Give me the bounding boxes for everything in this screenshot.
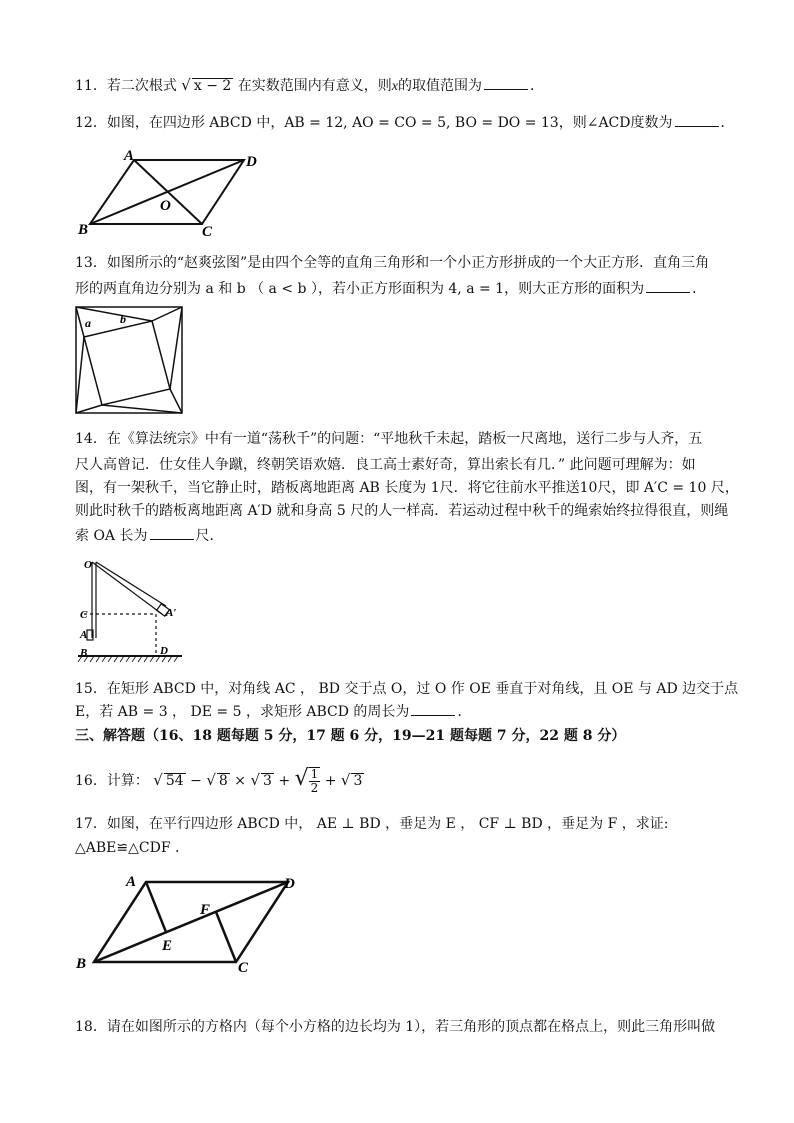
zhao-shuang-diagram <box>74 305 186 417</box>
label-D: D <box>160 645 168 657</box>
parallelogram-figure <box>74 868 306 976</box>
label-E: E <box>162 938 173 954</box>
quadrilateral-figure <box>74 146 274 238</box>
swing-figure <box>74 556 186 666</box>
section-3-title: 三、解答题（16、18 题每题 5 分，17 题 6 分，19—21 题每题 7 分，22 题 8 分） <box>75 728 626 744</box>
label-C: C <box>238 960 249 976</box>
label-A: A <box>124 148 135 164</box>
radicand: x − 2 <box>193 78 232 94</box>
question-14-line-3: 图，有一架秋千，当它静止时，踏板离地距离 AB 长度为 1尺．将它往前水平推送10尺，即 A′C = 10 尺， <box>75 480 739 496</box>
label-B: B <box>80 647 88 659</box>
question-11: 11．若二次根式 √ x − 2 在实数范围内有意义，则x的取值范围为 ． <box>75 76 544 94</box>
label-A-prime: A′ <box>166 607 177 619</box>
label-A: A <box>80 629 88 641</box>
question-15-line-2: E，若 AB = 3 ， DE = 5 ，求矩形 ABCD 的周长为 ． <box>75 704 472 720</box>
label-O: O <box>84 559 92 571</box>
label-A: A <box>126 874 137 890</box>
label-D: D <box>284 876 295 892</box>
question-14-line-4: 则此时秋千的踏板离地距离 A′D 就和身高 5 尺的人一样高．若运动过程中秋千的绳索始终拉得很直，则绳 <box>75 503 729 519</box>
label-a: a <box>85 316 91 330</box>
question-17-line-1: 17．如图，在平行四边形 ABCD 中， AE ⊥ BD ，垂足为 E ， CF ⊥ BD ，垂足为 F ，求证: <box>75 816 669 832</box>
sqrt-symbol: √ <box>181 76 191 94</box>
label-b: b <box>120 312 126 326</box>
question-14-line-5: 索 OA 长为 尺． <box>75 528 224 544</box>
question-14-line-1: 14．在《算法统宗》中有一道“荡秋千”的问题：“平地秋千未起，踏板一尺离地，送行二步与人齐，五 <box>75 431 703 447</box>
question-16: 16．计算： √ 54 − √ 8 × √ 3 + √ $\frac{1}{2}$ + √ 3 <box>75 766 363 795</box>
answer-blank <box>646 280 690 293</box>
answer-blank <box>150 527 194 540</box>
label-D: D <box>246 154 257 170</box>
label-C: C <box>202 224 213 238</box>
label-O: O <box>160 198 171 214</box>
label-C: C <box>80 609 88 621</box>
answer-blank <box>411 703 455 716</box>
question-13-line-2: 形的两直角边分别为 a 和 b （ a < b ），若小正方形面积为 4, a = 1，则大正方形的面积为 ． <box>75 281 707 297</box>
answer-blank <box>675 114 719 127</box>
question-17-line-2: △ABE≌△CDF ． <box>75 840 189 856</box>
question-15-line-1: 15．在矩形 ABCD 中，对角线 AC ， BD 交于点 O，过 O 作 OE 垂直于对角线，且 OE 与 AD 边交于点 <box>75 681 739 697</box>
label-F: F <box>200 902 211 918</box>
question-13-line-1: 13．如图所示的“赵爽弦图”是由四个全等的直角三角形和一个小正方形拼成的一个大正方形．直角三角 <box>75 255 710 271</box>
label-B: B <box>78 222 89 238</box>
question-12: 12．如图，在四边形 ABCD 中，AB = 12, AO = CO = 5, BO = DO = 13，则∠ACD度数为 ． <box>75 115 735 131</box>
question-18-line-1: 18．请在如图所示的方格内（每个小方格的边长均为 1），若三角形的顶点都在格点上，则此三角形叫做 <box>75 1019 716 1035</box>
question-14-line-2: 尺人高曾记．仕女佳人争蹴，终朝笑语欢嬉．良工高士素好奇，算出索长有几．” 此问题可理解为：如 <box>75 457 696 473</box>
answer-blank <box>484 77 528 90</box>
fraction: $\frac{1}{2}$ <box>310 767 319 795</box>
label-B: B <box>76 956 87 972</box>
